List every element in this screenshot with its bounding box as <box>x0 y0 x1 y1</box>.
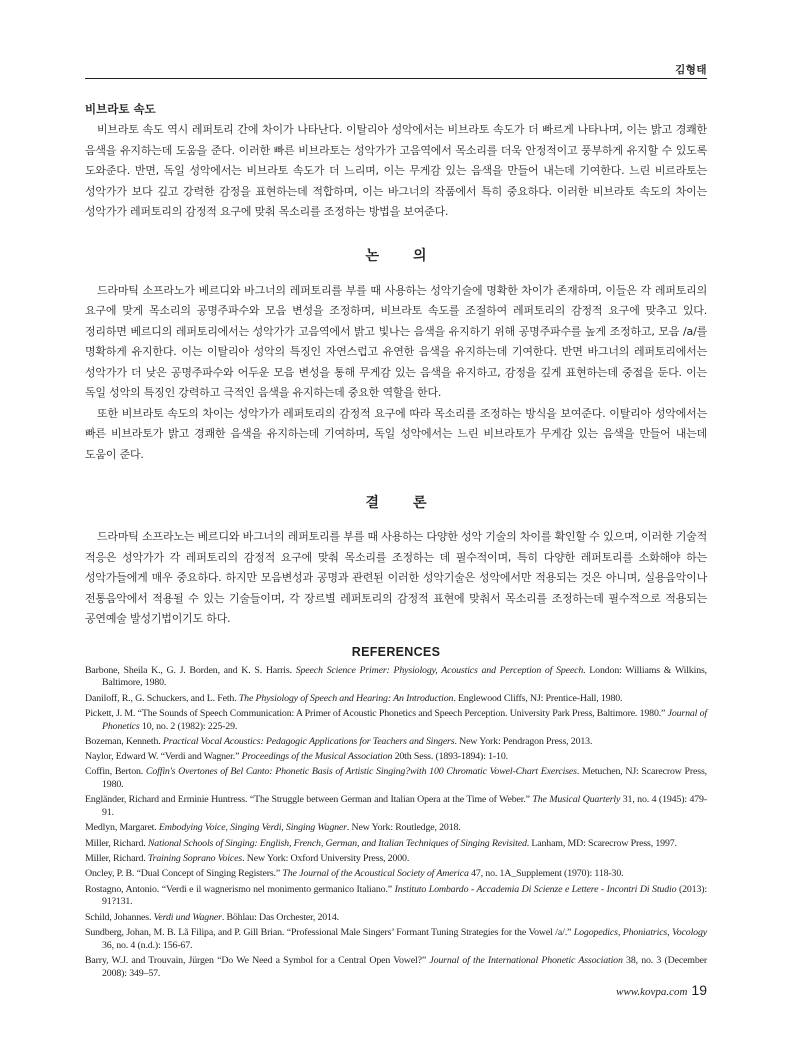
conclusion-section <box>85 493 707 630</box>
reference-item: Bozeman, Kenneth. Practical Vocal Acoustics: Pedagogic Applications for Teachers and Singers. New York: Pendragon Press, 2013. <box>85 735 593 747</box>
reference-item: Pickett, J. M. “The Sounds of Speech Communication: A Primer of Acoustic Phonetics and Speech Perception. University Park Press, Baltimore. 1980.” Journal of Phonetics 10, no. 2 (1982): 225-29. <box>85 707 707 732</box>
section-title-discussion: 논의 <box>365 247 461 264</box>
references-section <box>85 644 707 981</box>
discussion-section <box>85 246 707 466</box>
reference-item: Medlyn, Margaret. Embodying Voice, Singing Verdi, Singing Wagner. New York: Routledge, 2018. <box>85 822 461 834</box>
article-body <box>85 100 707 983</box>
header-rule <box>85 78 707 79</box>
reference-item: Miller, Richard. Training Soprano Voices. New York: Oxford University Press, 2000. <box>85 852 410 864</box>
discussion-paragraph-2: 또한 비브라토 속도의 차이는 성악가가 레퍼토리의 감정적 요구에 따라 목소리를 조정하는 방식을 보여준다. 이탈리아 성악에서는 빠른 비브라토가 밝고 경쾌한 음색을 유지하는데 기여하며, 독일 성악에서는 느린 비브라토가 무게감 있는 음색을 만들어 내는데 도움이 준다. <box>85 406 707 461</box>
reference-list <box>85 665 707 981</box>
reference-item: Barry, W.J. and Trouvain, Jürgen “Do We Need a Symbol for a Central Open Vowel?” Journal of the International Phonetic Association 38, no. 3 (December 2008): 349–57. <box>85 954 707 979</box>
reference-item: Sundberg, Johan, M. B. Lã Filipa, and P. Gill Brian. “Professional Male Singers’ Formant Tuning Strategies for the Vowel /a/.” Logopedics, Phoniatrics, Vocology 36, no. 4 (n.d.): 156-67. <box>85 926 707 951</box>
page-number: 19 <box>691 982 707 998</box>
references-title: REFERENCES <box>351 644 441 659</box>
reference-item: Engländer, Richard and Erminie Huntress. “The Struggle between German and Italian Opera at the Time of Weber.” The Musical Quarterly 31, no. 4 (1945): 479-91. <box>85 794 707 819</box>
reference-item: Naylor, Edward W. “Verdi and Wagner.” Proceedings of the Musical Association 20th Sess. (1893-1894): 1-10. <box>85 751 508 763</box>
discussion-paragraph-1: 드라마틱 소프라노가 베르디와 바그너의 레퍼토리를 부를 때 사용하는 성악기술에 명확한 차이가 존재하며, 이들은 각 레퍼토리의 요구에 맞게 목소리의 공명주파수와 모음 변성을 조정하며, 비브라토 속도를 조절하여 레퍼토리의 감정적 요구에 맞추고 있다. 정리하면 베르디의 레퍼토리에서는 성악가가 고음역에서 밝고 빛나는 음색을 유지하기 위해 공명주파수를 높게 조정하고, 모음 /a/를 명확하게 유지한다. 이는 이탈리아 성악의 특징인 자연스럽고 유연한 음색을 유지하는데 기여한다. 반면 바그너의 레퍼토리에서는 성악가가 더 낮은 공명주파수와 어두운 모음 변성을 통해 무게감 있는 음색을 유지하고, 감정을 깊게 표현하는데 중점을 둔다. 이는 독일 성악의 특징인 강력하고 극적인 음색을 유지하는데 중요한 역할을 한다. <box>85 283 707 399</box>
journal-url: www.kovpa.com <box>616 986 688 998</box>
running-head-author: 김형태 <box>675 64 707 76</box>
subheading-vibrato-speed: 비브라토 속도 <box>85 102 156 116</box>
reference-item: Coffin, Berton. Coffin's Overtones of Bel Canto: Phonetic Basis of Artistic Singing?with 100 Chromatic Vowel-Chart Exercises. Metuchen, NJ: Scarecrow Press, 1980. <box>85 766 707 791</box>
section-title-conclusion: 결론 <box>365 495 461 511</box>
conclusion-paragraph: 드라마틱 소프라노는 베르디와 바그너의 레퍼토리를 부를 때 사용하는 다양한 성악 기술의 차이를 확인할 수 있으며, 이러한 기술적 적응은 성악가가 각 레퍼토리의 감정적 요구에 맞춰 목소리를 조정하는 데 필수적이며, 특히 다양한 레퍼토리를 소화해야 하는 성악가들에게 매우 중요하다. 하지만 모음변성과 공명과 관련된 이러한 성악기술은 성악에서만 적용되는 것은 아니며, 실용음악이나 전통음악에서 적용될 수 있는 기술들이며, 각 장르별 레퍼토리의 감정적 표현에 맞춰서 목소리를 조정하는데 필수적으로 적용되는 공연예술 발성기법이기도 하다. <box>85 530 707 625</box>
reference-item: Oncley, P. B. “Dual Concept of Singing Registers.” The Journal of the Acoustical Society of America 47, no. 1A_Supplement (1970): 118-30. <box>85 868 624 880</box>
reference-item: Barbone, Sheila K., G. J. Borden, and K. S. Harris. Speech Science Primer: Physiology, Acoustics and Perception of Speech. London: Williams & Wilkins, Baltimore, 1980. <box>85 664 707 689</box>
reference-item: Daniloff, R., G. Schuckers, and L. Feth. The Physiology of Speech and Hearing: An Introduction. Englewood Cliffs, NJ: Prentice-Hall, 1980. <box>85 692 623 704</box>
reference-item: Rostagno, Antonio. “Verdi e il wagnerismo nel monimento germanico Italiano.” Instituto Lombardo - Accademia Di Scienze e Lettere - Incontri Di Studio (2013): 91?131. <box>85 883 707 908</box>
reference-item: Schild, Johannes. Verdi und Wagner. Böhlau: Das Orchester, 2014. <box>85 911 339 923</box>
page-footer <box>560 980 707 999</box>
vibrato-speed-section <box>85 100 707 223</box>
vibrato-paragraph: 비브라토 속도 역시 레퍼토리 간에 차이가 나타난다. 이탈리아 성악에서는 비브라토 속도가 더 빠르게 나타나며, 이는 밝고 경쾌한 음색을 유지하는데 도움을 준다. 이러한 빠른 비브라토는 성악가가 고음역에서 목소리를 더욱 안정적이고 풍부하게 유지할 수 있도록 도와준다. 반면, 독일 성악에서는 비브라토 속도가 더 느리며, 이는 무게감 있는 음색을 만들어 내는데 기여한다. 느린 비르라토는 성악가가 보다 깊고 강력한 감정을 표현하는데 적합하며, 이는 바그너의 작품에서 특히 중요하다. 이러한 비브라토 속도의 차이는 성악가가 레퍼토리의 감정적 요구에 맞춰 목소리를 조정하는 방법을 보여준다. <box>85 123 707 218</box>
reference-item: Miller, Richard. National Schools of Singing: English, French, German, and Italian Techniques of Singing Revisited. Lanham, MD: Scarecrow Press, 1997. <box>85 837 677 849</box>
